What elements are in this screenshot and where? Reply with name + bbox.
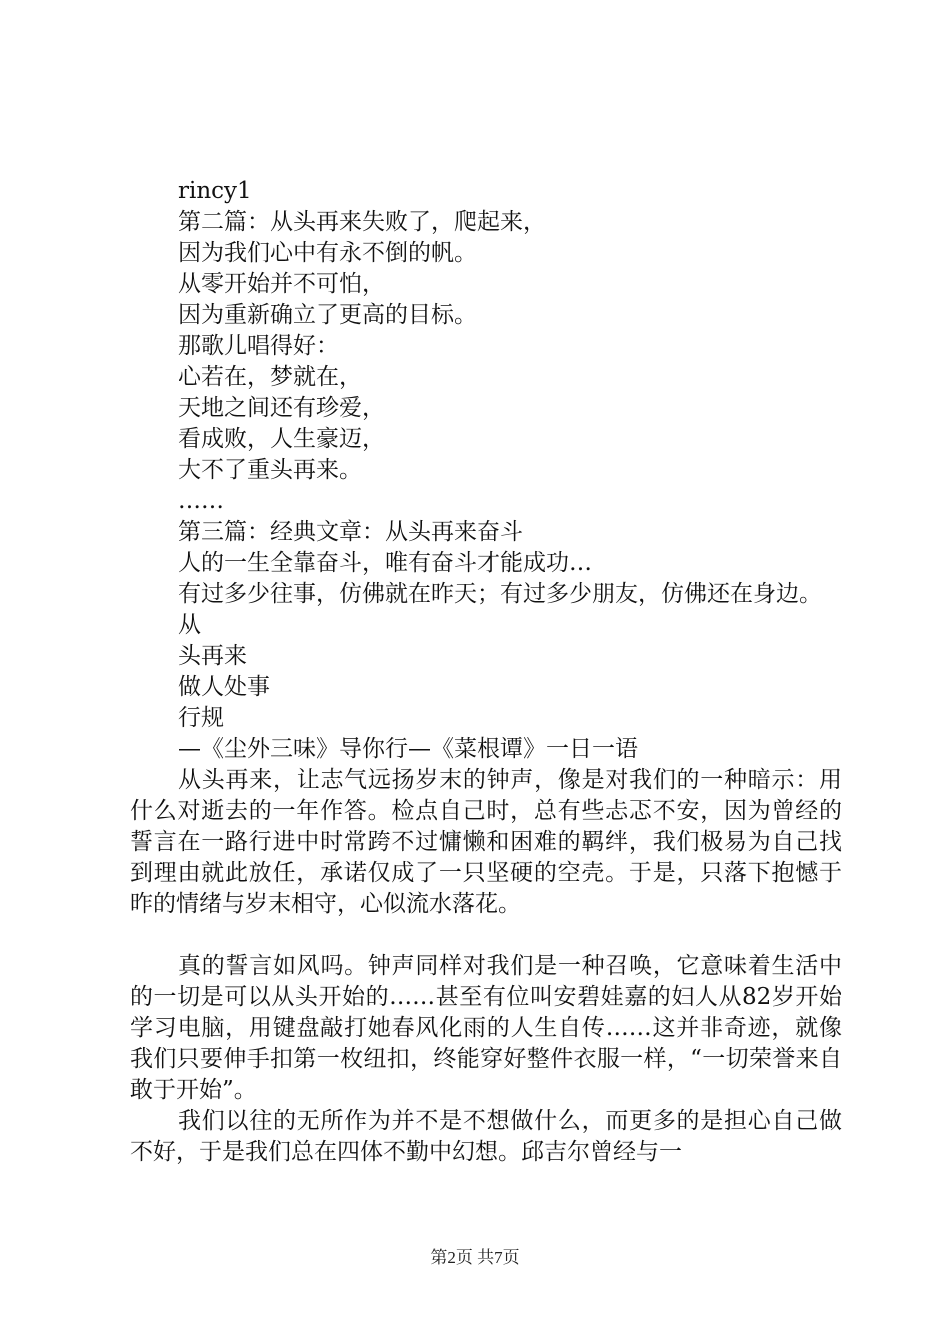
text-line: 人的一生全靠奋斗，唯有奋斗才能成功… [178, 550, 592, 576]
section-heading-3: 第三篇：经典文章：从头再来奋斗 [178, 519, 523, 545]
text-line: 那歌儿唱得好： [178, 333, 339, 359]
text-line: 心若在，梦就在， [178, 364, 362, 390]
text-line: 天地之间还有珍爱， [178, 395, 385, 421]
paragraph-spacer [130, 920, 842, 951]
text-line: 因为我们心中有永不倒的帆。 [178, 240, 477, 266]
page-footer: 第2页 共7页 [430, 1248, 520, 1267]
text-line: —《尘外三味》导你行—《菜根谭》一日一语 [178, 736, 638, 762]
text-line: 从 [178, 612, 201, 638]
paragraph-2: 真的誓言如风吗。钟声同样对我们是一种召唤，它意味着生活中的一切是可以从头开始的……甚至有位叫安碧娃嘉的妇人从82岁开始学习电脑，用键盘敲打她春风化雨的人生自传……这并非奇迹，就像我们只要伸手扣第一枚纽扣，终能穿好整件衣服一样，“一切荣誉来自敢于开始”。 [130, 953, 842, 1103]
text-line: 大不了重头再来。 [178, 457, 362, 483]
text-line: 行规 [178, 705, 224, 731]
text-line: 看成败，人生豪迈， [178, 426, 385, 452]
text-line: 从零开始并不可怕， [178, 271, 385, 297]
document-body [130, 176, 842, 1168]
text-line: 头再来 [178, 643, 247, 669]
section-heading-2: 第二篇：从头再来失败了，爬起来， [178, 209, 546, 235]
paragraph-3: 我们以往的无所作为并不是不想做什么，而更多的是担心自己做不好，于是我们总在四体不勤中幻想。邱吉尔曾经与一 [130, 1108, 842, 1165]
text-line: rincy1 [178, 178, 252, 204]
paragraph-memory: 有过多少往事，仿佛就在昨天；有过多少朋友，仿佛还在身边。 [178, 581, 822, 607]
paragraph-1: 从头再来，让志气远扬岁末的钟声，像是对我们的一种暗示：用什么对逝去的一年作答。检点自己时，总有些忐忑不安，因为曾经的誓言在一路行进中时常跨不过慵懒和困难的羁绊，我们极易为自己找到理由就此放任，承诺仅成了一只坚硬的空壳。于是，只落下抱憾于昨的情绪与岁末相守，心似流水落花。 [130, 767, 842, 917]
text-line: …… [178, 488, 224, 514]
text-line: 因为重新确立了更高的目标。 [178, 302, 477, 328]
text-line: 做人处事 [178, 674, 270, 700]
